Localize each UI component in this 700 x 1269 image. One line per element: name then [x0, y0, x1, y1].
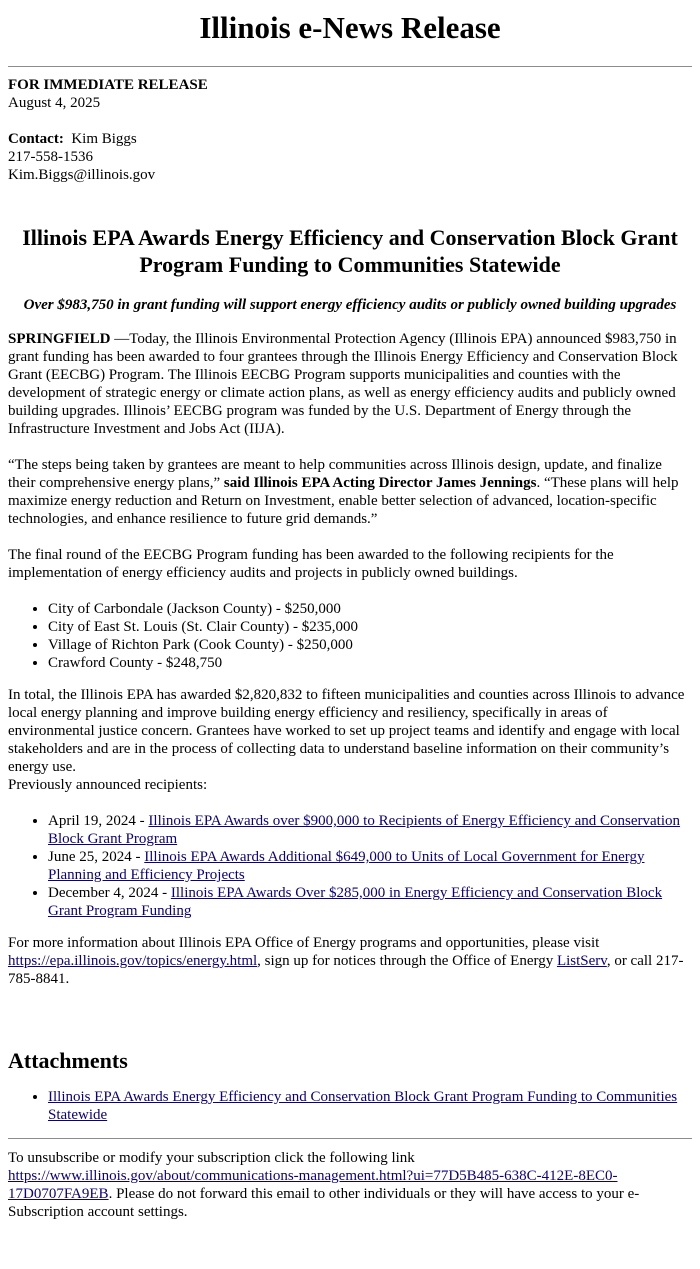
previous-link[interactable]: Illinois EPA Awards over $900,000 to Recipients of Energy Efficiency and Conservation Block Grant Program [48, 813, 681, 847]
more-info-text-a: For more information about Illinois EPA Office of Energy programs and opportunities, please visit [8, 935, 600, 951]
previous-link[interactable]: Illinois EPA Awards Over $285,000 in Energy Efficiency and Conservation Block Grant Program Funding [48, 885, 663, 919]
intro-text: —Today, the Illinois Environmental Protection Agency (Illinois EPA) announced $983,750 in grant funding has been awarded to four grantees through the Illinois Energy Efficiency and Conservation Block Grant (EECBG) Program. The Illinois EECBG Program supports municipalities and counties with the development of strategic energy or climate action plans, as well as energy efficiency audits and publicly owned building upgrades. Illinois’ EECBG program was funded by the U.S. Department of Energy through the Infrastructure Investment and Jobs Act (IIJA). [8, 331, 678, 437]
article-headline: Illinois EPA Awards Energy Efficiency and Conservation Block Grant Program Funding to Communities Statewide [22, 225, 678, 277]
footer-text-a: To unsubscribe or modify your subscription click the following link [8, 1150, 415, 1166]
previous-date: December 4, 2024 - [48, 885, 171, 901]
article-subhead: Over $983,750 in grant funding will support energy efficiency audits or publicly owned building upgrades [23, 297, 677, 313]
paragraph-final-round: The final round of the EECBG Program funding has been awarded to the following recipients for the implementation of energy efficiency audits and projects in publicly owned buildings. [8, 547, 614, 581]
list-item: • City of Carbondale (Jackson County) - $250,000 [48, 600, 692, 618]
previous-recipients-list [8, 812, 692, 920]
paragraph-more-info [8, 934, 692, 988]
more-info-text-c: , or call 217-785-8841. [8, 953, 684, 987]
list-item: • Village of Richton Park (Cook County) - $250,000 [48, 636, 692, 654]
subscription-link[interactable]: https://www.illinois.gov/about/communications-management.html?ui=77D5B485-638C-412E-8EC0-17D0707FA9EB [8, 1168, 618, 1202]
previous-link[interactable]: Illinois EPA Awards Additional $649,000 to Units of Local Government for Energy Planning and Efficiency Projects [48, 849, 645, 883]
list-item [48, 884, 692, 920]
quote-speaker: said Illinois EPA Acting Director James Jennings [223, 475, 537, 491]
dateline: SPRINGFIELD [8, 331, 111, 347]
email-page [0, 10, 700, 1229]
paragraph-total: In total, the Illinois EPA has awarded $2,820,832 to fifteen municipalities and counties across Illinois to advance local energy planning and improve building energy efficiency and resiliency, specifically in areas of environmental justice concern. Grantees have worked to set up project teams and identify and engage with local stakeholders and are in the process of collecting data to understand baseline information on their community’s energy use. [8, 687, 685, 775]
previous-label: Previously announced recipients: [8, 777, 208, 793]
contact-line [8, 130, 692, 148]
attachments-list [8, 1088, 692, 1124]
quote-part-a: “The steps being taken by grantees are meant to help communities across Illinois design, update, and finalize their comprehensive energy plans,” [8, 457, 662, 491]
contact-phone: 217-558-1536 [8, 149, 93, 165]
list-item [48, 848, 692, 884]
listserv-link[interactable]: ListServ [556, 953, 607, 969]
attachment-link[interactable]: Illinois EPA Awards Energy Efficiency and Conservation Block Grant Program Funding to Communities Statewide [48, 1089, 678, 1123]
contact-label: Contact: [8, 131, 64, 147]
release-date: August 4, 2025 [8, 95, 101, 111]
more-info-text-b: , sign up for notices through the Office of Energy [257, 953, 557, 969]
previous-date: June 25, 2024 - [48, 849, 145, 865]
list-item [48, 812, 692, 848]
previous-date: April 19, 2024 - [48, 813, 149, 829]
list-item: • City of East St. Louis (St. Clair County) - $235,000 [48, 618, 692, 636]
recipients-list [8, 600, 692, 672]
footer-text-b: . Please do not forward this email to other individuals or they will have access to your e-Subscription account settings. [8, 1186, 640, 1220]
footer [8, 1149, 692, 1221]
footer-divider [8, 1138, 692, 1139]
contact-email: Kim.Biggs@illinois.gov [8, 167, 156, 183]
energy-topics-link[interactable]: https://epa.illinois.gov/topics/energy.html [8, 953, 258, 969]
release-label: FOR IMMEDIATE RELEASE [8, 77, 208, 93]
top-divider [8, 66, 692, 67]
contact-name: Kim Biggs [71, 131, 137, 147]
release-info [8, 76, 692, 184]
list-item: • Crawford County - $248,750 [48, 654, 692, 672]
quote-part-b: . “These plans will help maximize energy reduction and Return on Investment, enable better selection of advanced, location-specific technologies, and enhance resilience to future grid demands.” [8, 475, 679, 527]
attachments-title: Attachments [8, 1048, 128, 1073]
page-title: Illinois e-News Release [199, 10, 501, 45]
list-item [48, 1088, 692, 1124]
paragraph-intro [8, 330, 692, 438]
paragraph-quote [8, 456, 692, 528]
